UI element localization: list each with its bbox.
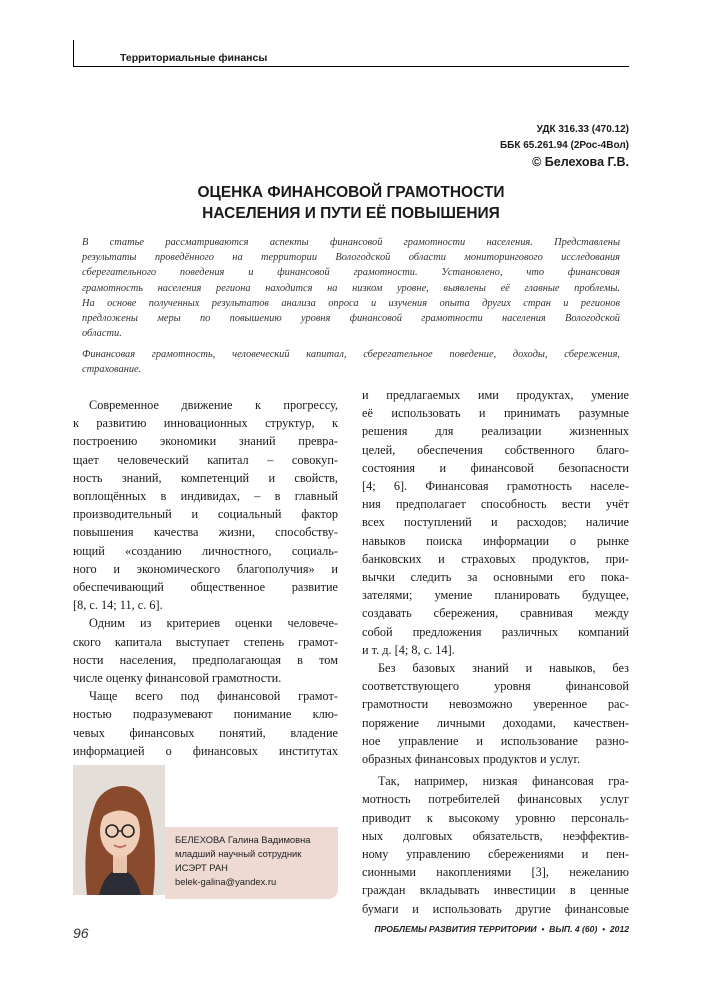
body-line: ность знаний, компетенций и свойств, <box>73 470 338 485</box>
body-line: повышения качества жизни, способству- <box>73 525 338 540</box>
body-line: и предлагаемых ими продуктах, умение <box>362 388 629 402</box>
title-line: ОЦЕНКА ФИНАНСОВОЙ ГРАМОТНОСТИ <box>197 184 505 201</box>
body-line: ных долговых обязательств, неэффектив- <box>362 828 629 843</box>
abstract-line: грамотность населения региона находится на низком уровне, выявлены её главные проблемы. <box>82 282 620 294</box>
body-line: ности населения, предполагающая в том <box>73 652 338 667</box>
body-line: щает человеческий капитал – совокуп- <box>73 452 338 467</box>
body-line: мотность потребителей финансовых услуг <box>362 792 629 807</box>
body-line: информацией о финансовых институтах <box>73 743 338 758</box>
body-line: построению экономики знаний превра- <box>73 434 338 449</box>
body-column-left <box>73 396 338 760</box>
page-number: 96 <box>73 925 89 941</box>
bbk-code: ББК 65.261.94 (2Рос-4Вол) <box>499 140 629 151</box>
author-photo <box>73 765 165 895</box>
author-position: младший научный сотрудник <box>175 848 302 859</box>
body-line: образных финансовых продуктов и услуг. <box>362 752 581 767</box>
abstract-line: На основе полученных результатов анализа опроса и изучения опыта других стран и регионов <box>82 297 620 309</box>
body-line: сионными накоплениями [3], нежеланию <box>362 865 629 880</box>
keywords-line: страхование. <box>82 364 142 376</box>
body-line: ностью подразумевают понимание клю- <box>73 707 338 722</box>
abstract-line: предложены меры по повышению уровня финансовой грамотности населения Вологодской <box>82 313 620 325</box>
body-line: чевых финансовых понятий, владение <box>73 725 338 740</box>
keywords <box>82 347 620 377</box>
body-line: и т. д. [4; 8, с. 14]. <box>362 642 455 657</box>
body-line: граждан вкладывать инвестиции в ценные <box>362 883 629 898</box>
abstract <box>82 235 620 341</box>
body-line: зателями; умение планировать будущее, <box>362 588 629 603</box>
body-line: Так, например, низкая финансовая гра- <box>378 774 629 789</box>
abstract-line: результаты проведённого на территории Вологодской области мониторингового исследования <box>82 252 620 264</box>
body-line: ского капитала выступает степень грамот- <box>73 634 338 649</box>
body-line: бумаги и использовать другие финансовые <box>362 901 629 916</box>
body-line: [4; 6]. Финансовая грамотность населе- <box>362 479 629 494</box>
header-rule <box>73 66 629 67</box>
body-line: производительный и социальный фактор <box>73 507 338 522</box>
body-line: к развитию инновационных структур, к <box>73 416 338 431</box>
body-line: вычки следить за основными его пока- <box>362 570 629 585</box>
body-line: поряжение личными доходами, качествен- <box>362 715 629 730</box>
section-title: Территориальные финансы <box>120 52 268 64</box>
body-line: банковских и страховых продуктов, при- <box>362 551 629 566</box>
body-line: решения для реализации жизненных <box>362 424 629 439</box>
body-line: всех поступлений и расходов; наличие <box>362 515 629 530</box>
udk-code: УДК 316.33 (470.12) <box>536 124 629 135</box>
body-line: воплощённых в индивидах, – в главный <box>73 489 338 504</box>
body-line: Без базовых знаний и навыков, без <box>378 661 629 676</box>
body-column-right <box>362 386 629 918</box>
author-name: БЕЛЕХОВА Галина Вадимовна <box>175 834 311 845</box>
body-line: состояния и финансовой безопасности <box>362 460 629 475</box>
body-line: соответствующего уровня финансовой <box>362 679 629 694</box>
body-line: навыков поиска информации о рынке <box>362 533 629 548</box>
title-line: НАСЕЛЕНИЯ И ПУТИ ЕЁ ПОВЫШЕНИЯ <box>202 205 500 222</box>
portrait-illustration <box>73 765 165 895</box>
body-line: [8, с. 14; 11, с. 6]. <box>73 598 163 613</box>
author-email[interactable]: belek-galina@yandex.ru <box>175 876 277 887</box>
copyright-author: © Белехова Г.В. <box>532 155 629 169</box>
abstract-line: В статье рассматриваются аспекты финансовой грамотности населения. Представлены <box>82 237 620 248</box>
journal-issue: ПРОБЛЕМЫ РАЗВИТИЯ ТЕРРИТОРИИ • ВЫП. 4 (60) • 2012 <box>374 924 629 934</box>
author-organization: ИСЭРТ РАН <box>175 862 228 873</box>
body-line: её использовать и принимать разумные <box>362 406 629 421</box>
body-line: грамотности невозможно уверенное рас- <box>362 697 629 712</box>
body-line: целей, обеспечения собственного благо- <box>362 442 629 457</box>
abstract-line: сберегательного поведения и финансовой грамотности. Установлено, что финансовая <box>82 267 620 279</box>
author-info-box <box>165 827 338 899</box>
body-line: ющий «созданию личностного, социаль- <box>73 543 338 558</box>
body-line: Чаще всего под финансовой грамот- <box>89 689 338 704</box>
body-line: собой предложения различных компаний <box>362 624 629 639</box>
keywords-line: Финансовая грамотность, человеческий капитал, сберегательное поведение, доходы, сбережения, <box>82 349 620 360</box>
header-rule-tick <box>73 40 74 67</box>
abstract-line: области. <box>82 328 122 340</box>
body-line: приводит к высокому уровню персональ- <box>362 810 629 825</box>
body-line: ное управление и использование разно- <box>362 733 629 748</box>
body-line: создавать сбережения, сравнивая между <box>362 606 629 621</box>
body-line: Одним из критериев оценки человече- <box>89 616 338 631</box>
body-line: Современное движение к прогрессу, <box>89 398 338 412</box>
body-line: числе оценку финансовой грамотности. <box>73 671 282 686</box>
body-line: ного и экономического благополучия» и <box>73 561 338 576</box>
body-line: ному управлению сбережениями и пен- <box>362 847 629 862</box>
body-line: обеспечивающий общественное развитие <box>73 580 338 595</box>
body-line: ния предполагает способность вести учёт <box>362 497 629 512</box>
article-title <box>73 182 629 224</box>
